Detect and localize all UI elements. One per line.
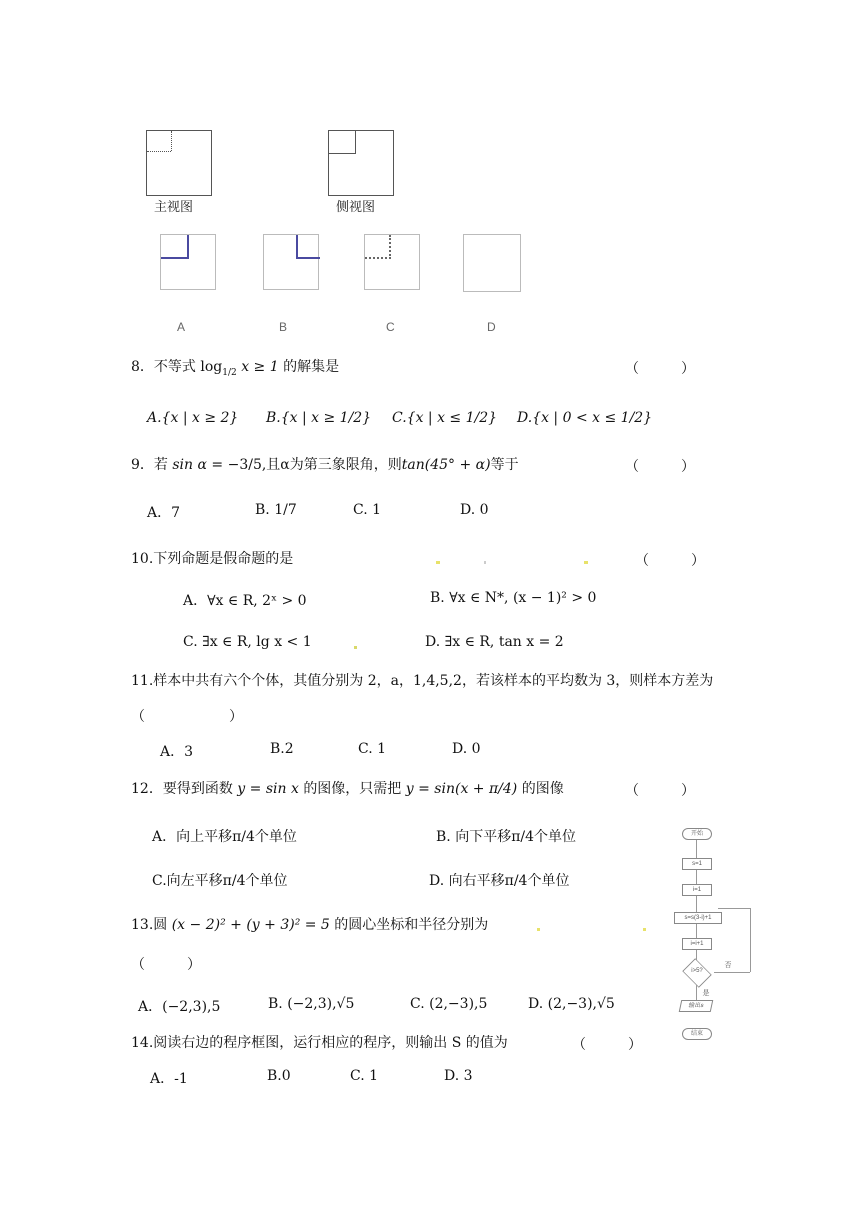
question-13-stem: 13.圆 (x − 2)² + (y + 3)² = 5 的圆心坐标和半径分别为 [131,917,489,933]
stray-mark [484,561,486,564]
question-9-option-c: C. 1 [353,502,382,518]
stray-mark [537,928,540,931]
flowchart-loop-line [750,908,751,972]
question-8-answer-paren: （ ） [625,361,695,377]
question-9-stem: 9．若 sin α = −3/5,且α为第三象限角，则tan(45° + α)等于 [131,457,519,473]
flowchart-init-s: s=1 [682,858,712,870]
question-10-stem: 10.下列命题是假命题的是 [131,551,294,567]
question-8-option-c: C.{x | x ≤ 1/2} [392,410,498,426]
question-10-option-d: D. ∃x ∈ R, tan x = 2 [425,634,564,650]
question-14-answer-paren: （ ） [572,1037,642,1053]
flowchart-update-i: i=i+1 [682,938,712,950]
question-11-option-c: C. 1 [358,741,387,757]
program-flowchart [670,826,760,1046]
flowchart-yes-label: 是 [702,990,710,997]
question-12-stem: 12．要得到函数 y = sin x 的图像，只需把 y = sin(x + π/4) 的图像 [131,781,564,797]
front-view-hidden-edge-vertical [171,131,172,151]
flowchart-output: 输出s [679,1000,714,1012]
question-11-stem: 11.样本中共有六个个体，其值分别为 2，a，1,4,5,2，若该样本的平均数为 3，则样本方差为 [131,673,714,689]
stray-mark [436,561,440,564]
question-13-option-c: C. (2,−3),5 [410,996,488,1012]
question-14-option-d: D. 3 [444,1068,473,1084]
question-13-option-d: D. (2,−3),√5 [528,996,615,1012]
flowchart-init-i: i=1 [682,884,712,896]
question-11-option-b: B.2 [270,741,294,757]
question-8-stem: 8．不等式 $\log_{1/2} x \ge 1$ 的解集是 [131,359,340,378]
figure-option-a [160,234,216,290]
front-view-label: 主视图 [154,199,194,214]
figure-option-b-edge [296,235,320,259]
question-9-answer-paren: （ ） [625,459,695,475]
figure-option-c-edge [365,235,391,259]
question-14-option-a: A．-1 [150,1071,188,1087]
question-8-option-d: D.{x | 0 < x ≤ 1/2} [517,410,653,426]
question-10-option-b: B. ∀x ∈ N*, (x − 1)² > 0 [430,590,597,606]
figure-option-b-label: B [279,320,288,334]
question-14-stem: 14.阅读右边的程序框图，运行相应的程序，则输出 S 的值为 [131,1035,508,1051]
question-8-option-a: A.{x | x ≥ 2} [147,410,239,426]
flowchart-loop-line [718,908,750,909]
question-13-answer-paren: （ ） [131,957,201,973]
flowchart-no-label: 否 [724,962,732,969]
figure-option-d-label: D [487,320,496,334]
question-13-option-a: A．(−2,3),5 [138,999,221,1015]
figure-option-c [364,234,420,290]
question-8-option-b: B.{x | x ≥ 1/2} [266,410,372,426]
flowchart-condition: i>5? [691,968,703,974]
flowchart-end: 结束 [682,1028,712,1040]
question-12-option-a: A．向上平移π/4个单位 [152,829,297,845]
stray-mark [643,928,646,931]
question-12-answer-paren: （ ） [625,783,695,799]
flowchart-start: 开始 [682,828,712,840]
figure-option-d [463,234,521,292]
question-9-option-b: B. 1/7 [255,502,297,518]
figure-option-b [263,234,319,290]
question-12-option-d: D. 向右平移π/4个单位 [429,873,570,889]
question-9-option-d: D. 0 [460,502,489,518]
question-10-option-c: C. ∃x ∈ R, lg x < 1 [183,634,312,650]
side-view-label: 侧视图 [336,199,376,214]
question-12-option-b: B. 向下平移π/4个单位 [436,829,577,845]
question-11-option-d: D. 0 [452,741,481,757]
side-view-inner-square [329,131,356,154]
question-12-option-c: C.向左平移π/4个单位 [152,873,288,889]
front-view-figure [146,130,212,196]
front-view-hidden-edge [147,151,171,152]
question-13-option-b: B. (−2,3),√5 [268,996,355,1012]
question-14-option-b: B.0 [267,1068,291,1084]
stray-mark [354,646,357,649]
question-14-option-c: C. 1 [350,1068,379,1084]
stray-mark [584,561,588,564]
question-11-option-a: A．3 [160,744,194,760]
side-view-figure [328,130,394,196]
figure-option-a-edge [161,235,189,259]
figure-option-a-label: A [177,320,186,334]
question-10-option-a: A．∀x ∈ R, 2ˣ > 0 [183,593,307,609]
question-9-option-a: A．7 [147,505,181,521]
figure-option-c-label: C [386,320,395,334]
flowchart-loop-line [714,972,750,973]
flowchart-update-s: s=s(3-i)+1 [674,912,722,924]
question-10-answer-paren: （ ） [635,553,705,569]
question-11-answer-paren: （ ） [131,709,243,725]
